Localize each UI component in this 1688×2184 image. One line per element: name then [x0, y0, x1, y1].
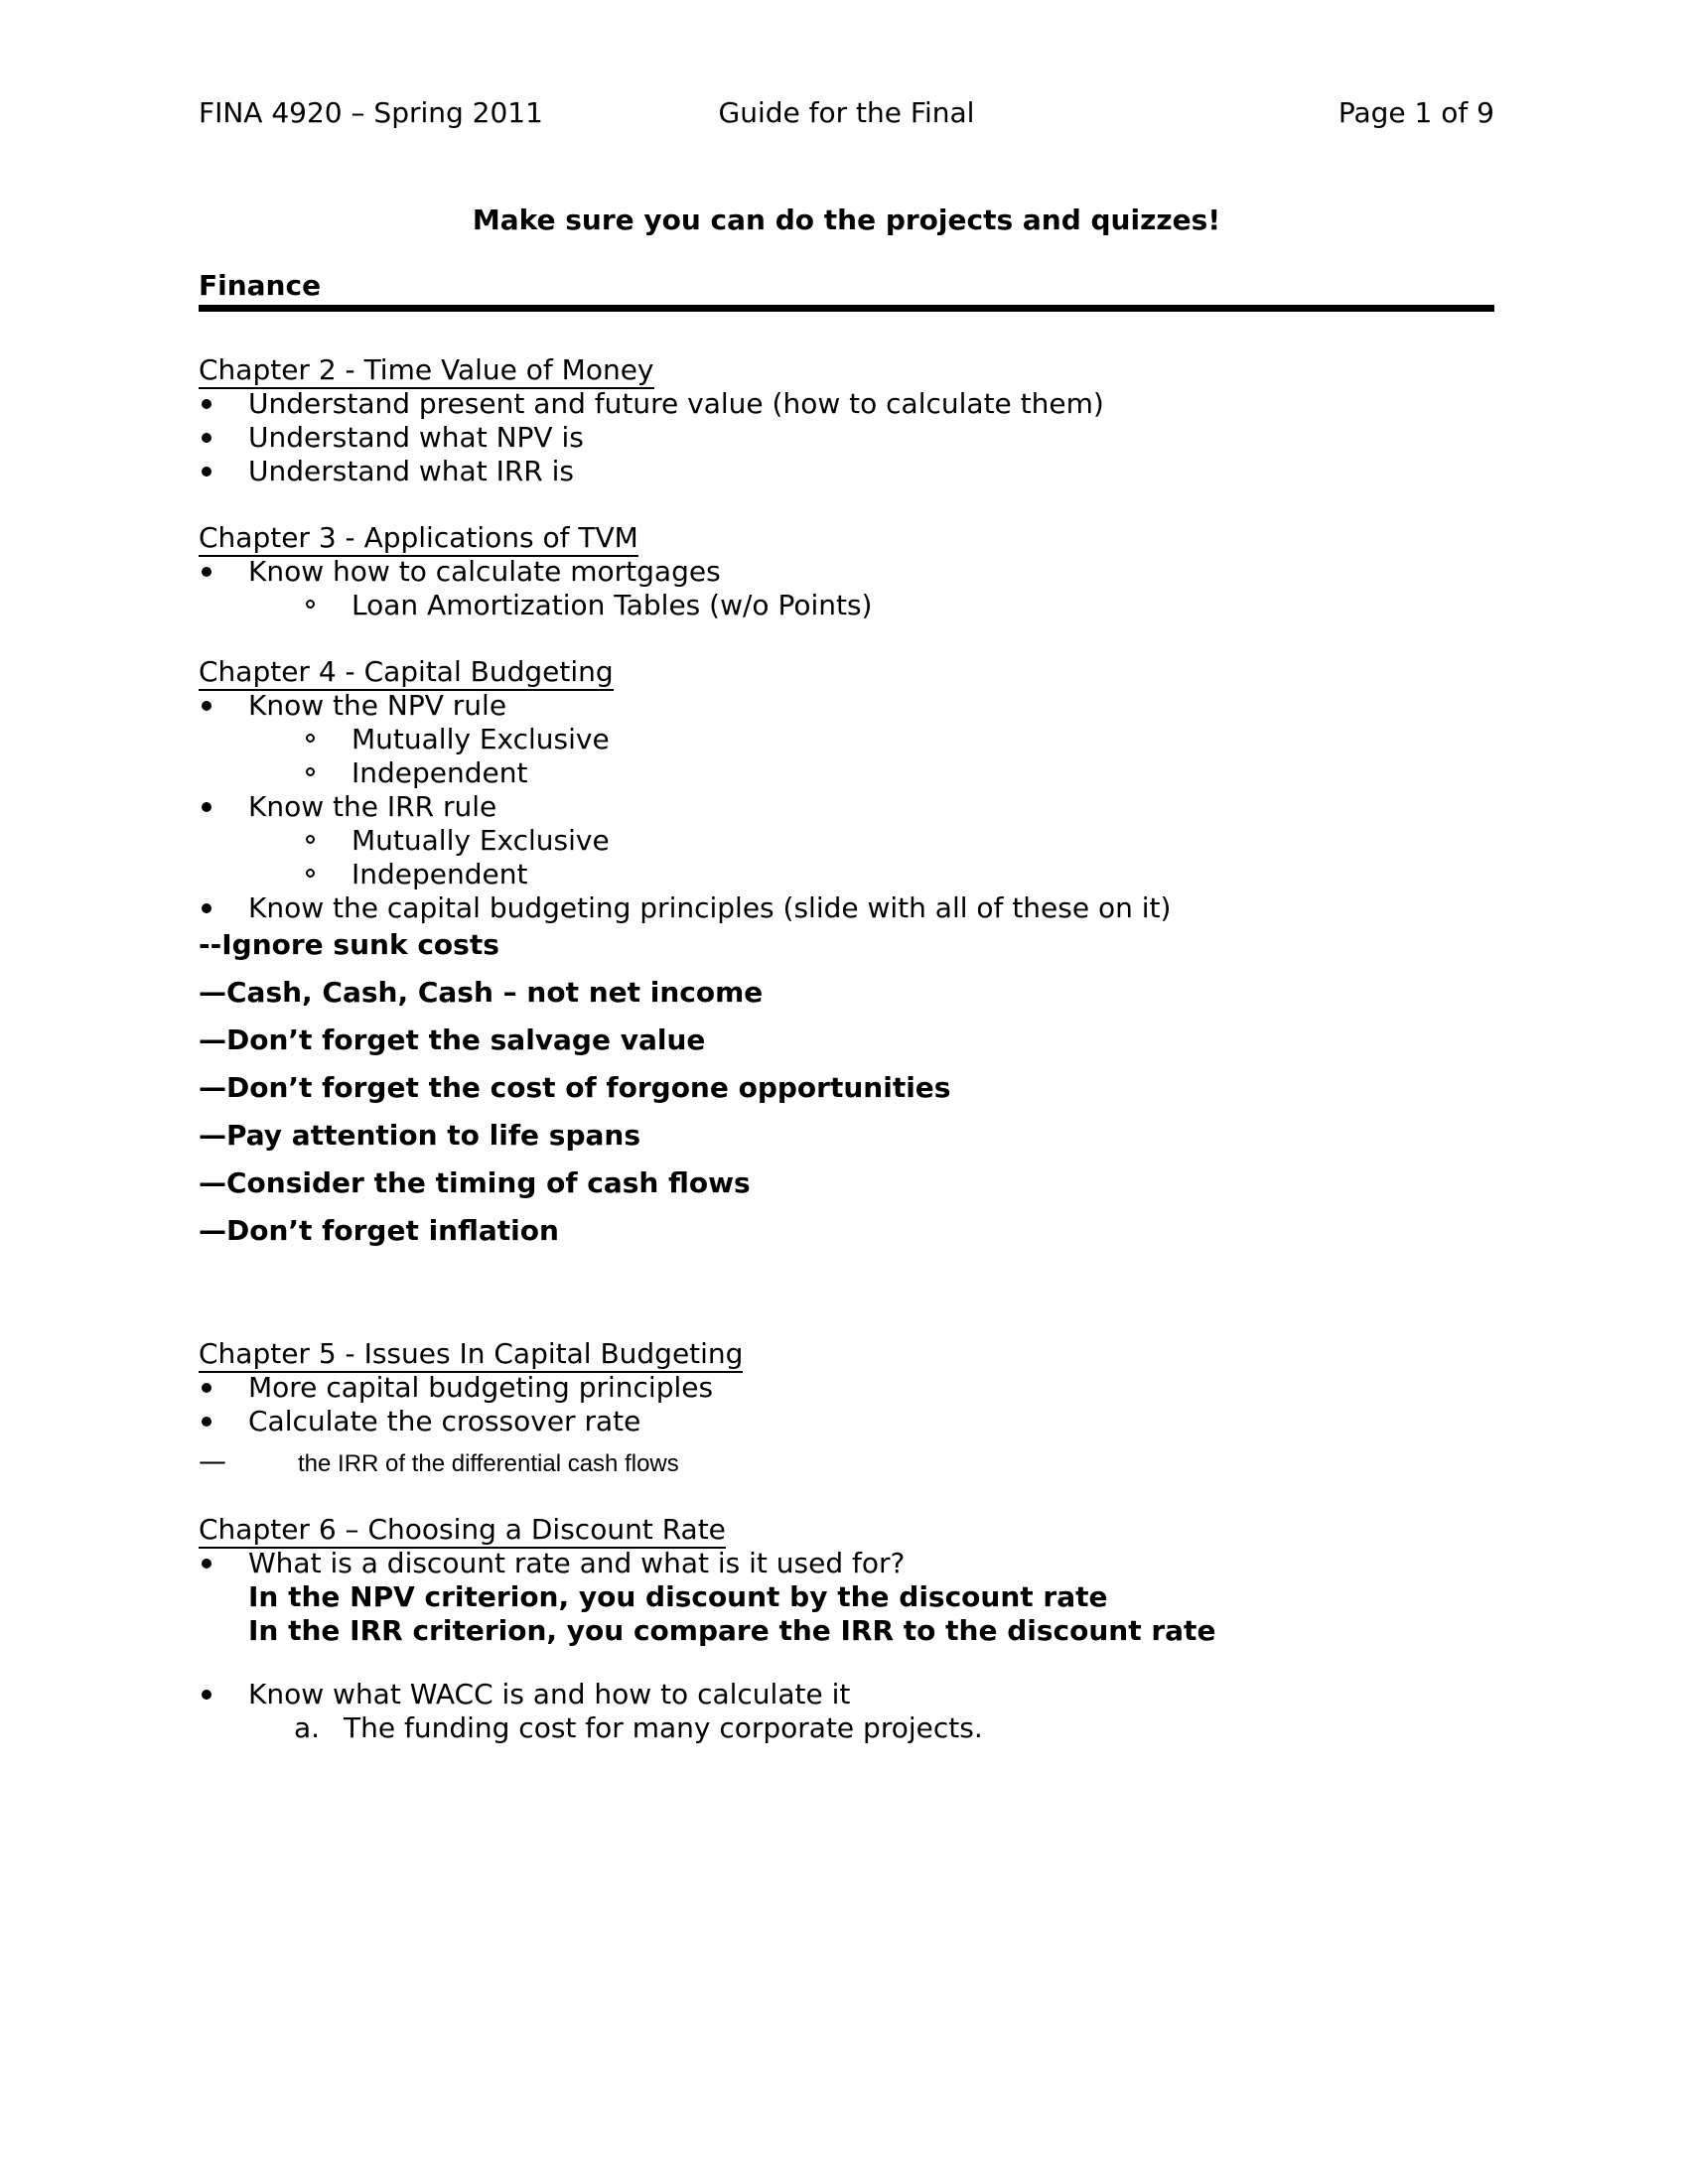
item-text: The funding cost for many corporate projects.: [344, 1711, 983, 1744]
list-item: [199, 824, 1494, 858]
section-heading-finance: Finance: [199, 269, 1494, 312]
bullet-icon: [202, 567, 211, 577]
bullet-icon: [202, 903, 211, 913]
header-course: FINA 4920 – Spring 2011: [199, 96, 543, 129]
chapter-items: [199, 387, 1494, 488]
list-item: [199, 1444, 1494, 1480]
list-item: [199, 756, 1494, 790]
item-text: Understand what NPV is: [248, 421, 584, 454]
page-header: [199, 96, 1494, 130]
item-text: Know the IRR rule: [248, 790, 497, 823]
item-text: What is a discount rate and what is it used for?: [248, 1547, 906, 1579]
header-page-number: Page 1 of 9: [1337, 96, 1494, 129]
item-text: In the IRR criterion, you compare the IRR to the discount rate: [248, 1614, 1216, 1647]
list-item: [199, 589, 1494, 622]
list-item: [199, 1214, 1494, 1248]
circle-bullet-icon: [306, 869, 315, 878]
item-text: —Consider the timing of cash flows: [199, 1166, 751, 1199]
chapter-section: [199, 521, 1494, 622]
list-item: [199, 928, 1494, 962]
list-item: [199, 1547, 1494, 1580]
list-item: [199, 723, 1494, 756]
chapter-heading: [199, 1337, 1494, 1371]
chapter-items: [199, 1371, 1494, 1480]
alpha-marker: a.: [294, 1711, 321, 1744]
list-item: [199, 387, 1494, 421]
list-item: [199, 1648, 1494, 1678]
item-text: —Don’t forget the cost of forgone opportunities: [199, 1071, 951, 1104]
circle-bullet-icon: [306, 767, 315, 776]
chapter-items: [199, 555, 1494, 622]
item-text: Understand what IRR is: [248, 455, 575, 487]
list-item: [199, 555, 1494, 589]
list-item: [199, 891, 1494, 925]
list-item: [199, 1614, 1494, 1648]
item-text: —Pay attention to life spans: [199, 1119, 640, 1152]
dash-marker: —: [199, 1444, 226, 1477]
item-text: Understand present and future value (how to calculate them): [248, 387, 1104, 420]
item-text: More capital budgeting principles: [248, 1371, 714, 1404]
chapter-heading: [199, 1513, 1494, 1547]
bullet-icon: [202, 701, 211, 711]
item-text: —Don’t forget inflation: [199, 1214, 559, 1247]
list-item: [199, 1711, 1494, 1745]
chapters-container: [199, 353, 1494, 1745]
chapter-items: [199, 1547, 1494, 1745]
item-text: the IRR of the differential cash flows: [298, 1450, 679, 1477]
item-text: In the NPV criterion, you discount by the discount rate: [248, 1580, 1108, 1613]
chapter-items: [199, 689, 1494, 1248]
bullet-icon: [202, 1690, 211, 1700]
item-text: Know how to calculate mortgages: [248, 555, 721, 588]
bullet-icon: [202, 399, 211, 409]
list-item: [199, 1166, 1494, 1200]
item-text: Mutually Exclusive: [352, 723, 610, 755]
chapter-heading-text: Chapter 3 - Applications of TVM: [199, 521, 638, 557]
list-item: [199, 1371, 1494, 1405]
chapter-heading-text: Chapter 6 – Choosing a Discount Rate: [199, 1513, 726, 1549]
header-doc-title: Guide for the Final: [718, 96, 975, 129]
list-item: [199, 1071, 1494, 1105]
chapter-heading: [199, 521, 1494, 555]
item-text: Know the capital budgeting principles (slide with all of these on it): [248, 891, 1172, 924]
item-text: Loan Amortization Tables (w/o Points): [352, 589, 873, 621]
chapter-heading-text: Chapter 4 - Capital Budgeting: [199, 655, 614, 691]
item-text: Calculate the crossover rate: [248, 1405, 641, 1437]
item-text: Know what WACC is and how to calculate it: [248, 1678, 851, 1710]
circle-bullet-icon: [306, 600, 315, 609]
list-item: [199, 858, 1494, 891]
chapter-heading: [199, 353, 1494, 387]
item-text: Independent: [352, 756, 528, 789]
item-text: --Ignore sunk costs: [199, 928, 499, 961]
item-text: —Don’t forget the salvage value: [199, 1024, 706, 1056]
item-text: Mutually Exclusive: [352, 824, 610, 857]
chapter-section: [199, 1337, 1494, 1480]
bullet-icon: [202, 802, 211, 812]
chapter-heading-text: Chapter 2 - Time Value of Money: [199, 353, 654, 389]
list-item: [199, 421, 1494, 455]
bullet-icon: [202, 1417, 211, 1427]
list-item: [199, 689, 1494, 723]
list-item: [199, 790, 1494, 824]
list-item: [199, 455, 1494, 488]
bullet-icon: [202, 1559, 211, 1569]
item-text: Independent: [352, 858, 528, 890]
list-item: [199, 1678, 1494, 1711]
list-item: [199, 1405, 1494, 1438]
list-item: [199, 976, 1494, 1010]
page-title: Make sure you can do the projects and quizzes!: [472, 204, 1221, 236]
list-item: [199, 1024, 1494, 1057]
bullet-icon: [202, 1383, 211, 1393]
bullet-icon: [202, 467, 211, 477]
chapter-section: [199, 1513, 1494, 1745]
list-item: [199, 1580, 1494, 1614]
chapter-heading-text: Chapter 5 - Issues In Capital Budgeting: [199, 1337, 743, 1373]
chapter-section: [199, 655, 1494, 1248]
bullet-icon: [202, 433, 211, 443]
list-item: [199, 1119, 1494, 1153]
chapter-section: [199, 353, 1494, 488]
circle-bullet-icon: [306, 734, 315, 743]
chapter-heading: [199, 655, 1494, 689]
circle-bullet-icon: [306, 835, 315, 844]
item-text: Know the NPV rule: [248, 689, 507, 722]
item-text: —Cash, Cash, Cash – not net income: [199, 976, 764, 1009]
